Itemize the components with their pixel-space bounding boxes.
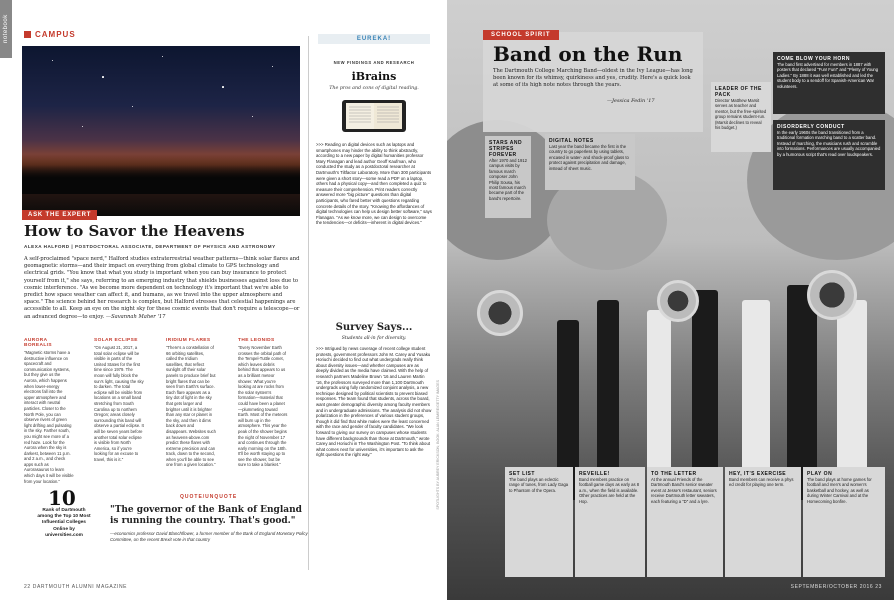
panel-setlist bbox=[505, 467, 573, 577]
panel-title: REVEILLE! bbox=[579, 471, 610, 477]
panel-text: The band first advertised for members in 1887 with posters that declared "Fun! Fun!" and "Plenty of Young Ladies." By 1888 it was well established and led the student body to a sendoff for Spanish-American War volunteers. bbox=[777, 62, 879, 89]
intro-body: A self-proclaimed "space nerd," Halford studies extraterrestrial weather patterns—think solar flares and geomagnetic storms—and their impact on everything from global climate to GPS technology and electrical grids. "You know that what you study is important when you can buy insurance to protect yourself from it," she says, referring to an emerging industry that shields businesses against loss due to cosmic interference. "As we become more dependent on technology it's important that we're able to predict how space weather can affect it, and humans, as we travel into the upper atmosphere and space." The science behind her research is complex, but Halford stresses that celestial happenings are accessible to all. Keep an eye on the night sky for these cosmic events that don't require a telescope—or an advanced degree—to enjoy. bbox=[24, 256, 300, 320]
survey-body: >>> Intrigued by news coverage of recent college student protests, government professors John M. Carey and Yusaku Horiuchi decided to find out what undergrads really think about diversity issues—and whether campuses are as deeply divided as the media have claimed. With the help of research partners Madeline Brown '16 and Lauren Martin '16, the professors surveyed more than 1,100 Dartmouth undergrads using fully randomized conjoint analysis, a new technique designed by political scientists to prevent biased responses. The team found that students, across the board, want greater demographic diversity among faculty members and in undergraduate admissions. The analysis did not show polarization in the preferences of various student groups, though it did find that white males were the least concerned with the race and gender of faculty candidates. "We look forward to giving our survey on campuses whose students have different backgrounds than those at Dartmouth," wrote Carey and Horiuchi in The Washington Post. "To think about what comes next for universities, it's important to ask the right questions the right way." bbox=[316, 346, 432, 458]
rank-text: Rank of Dartmouth among the Top 10 Most Influential Colleges Online by universities.com bbox=[37, 508, 91, 538]
sidebar-divider bbox=[308, 36, 309, 570]
column-iridium bbox=[166, 338, 216, 468]
kicker: NEW FINDINGS AND RESEARCH bbox=[333, 60, 415, 65]
column-text: "Magnetic storms have a destructive influence on spacecraft and communication systems, but they give us the Aurora, which happens when lower-energy electrons fall into the upper atmosphere and interact with neutral particles. Closer to the North Pole, you can observe rivers of green light drifting and pulsating in the sky. Farther south, you might see more of a red haze. Look for the Aurora when the sky is darkest, between 11 p.m. and 2 a.m., and check apps such as Aurorasaurus to learn which days it will be visible from your location." bbox=[24, 350, 74, 484]
photo-credit: SPOTLIGHTS BY AUBREY ERICKSON; BOOK: ALAN LEMIRE/GETTY IMAGES bbox=[436, 380, 440, 510]
panel-text: The band plays at home games for football and men's and women's basketball and hockey, as well as during Winter Carnival and at the Homecoming bonfire. bbox=[807, 477, 872, 504]
panel-disorderly bbox=[773, 120, 885, 190]
section-title: CAMPUS bbox=[35, 30, 76, 39]
headline: How to Savor the Heavens bbox=[24, 222, 245, 240]
red-square-icon bbox=[24, 31, 31, 38]
panel-text: After 1970 and 1912 campus visits by famous march composer John Philip Sousa, his most famous march became part of the band's repertoire. bbox=[489, 158, 527, 201]
panel-stars bbox=[485, 136, 531, 218]
panel-title: TO THE LETTER bbox=[651, 471, 697, 477]
column-title: AURORA BOREALIS bbox=[24, 338, 52, 348]
panel-reveille bbox=[575, 467, 645, 577]
band-author: —Jessica Fedin '17 bbox=[607, 98, 655, 104]
panel-text: Director Matthew Marsit serves as teacher and mentor, but the free-spirited group remains student-run. (Marsit declines to reveal his budget.) bbox=[715, 98, 767, 131]
school-spirit-tag: SCHOOL SPIRIT bbox=[483, 30, 559, 40]
panel-digital bbox=[545, 134, 635, 190]
panel-exercise bbox=[725, 467, 801, 577]
big-number: 10 bbox=[48, 486, 76, 510]
ibrains-body: >>> Reading on digital devices such as laptops and smartphones may hinder the ability to think abstractly, according to a new paper by digital humanities professor Mary Flanagan and lead author Geoff Kaufman, who conducted the study as a postdoctoral researcher at Dartmouth's Tiltfactor Laboratory. More than 300 participants were given a short story—some read a PDF on a laptop, others had a physical copy—and then completed a quiz to measure their comprehension. Print readers correctly answered more "big picture" questions than digital participants, who fared better with questions regarding concrete details of the story. "Knowing the affordances of digital technologies can help us design better software," says Flanagan. "As we know more, we can design to overcome the tendencies—or deficits—inherent in digital devices." bbox=[316, 142, 432, 226]
column-eclipse bbox=[94, 338, 144, 462]
panel-title: LEADER OF THE PACK bbox=[715, 86, 762, 98]
column-leonids bbox=[238, 338, 288, 468]
panel-playon bbox=[803, 467, 885, 577]
panel-title: DISORDERLY CONDUCT bbox=[777, 124, 845, 130]
quote-attribution: —economics professor David Blanchflower, a former member of the Bank of England Monetary Policy Committee, on the recent Brexit vote in that country bbox=[110, 531, 308, 542]
eureka-banner: EUREKA! bbox=[318, 34, 430, 44]
ibrains-title: iBrains bbox=[351, 70, 397, 83]
notebook-tab: notebook bbox=[0, 0, 12, 58]
panel-text: Band members practice on football game days as early as 8 a.m., when the field is available. Other practices are held at the Hop. bbox=[579, 477, 640, 504]
panel-text: The band plays an eclectic range of tunes, from Lady Gaga to Phantom of the Opera. bbox=[509, 477, 569, 493]
panel-title: DIGITAL NOTES bbox=[549, 138, 594, 144]
panel-text: At the annual Friends of the Dartmouth Band's senior sweater event at Jesse's restaurant, seniors receive Dartmouth letter sweaters, each featuring a "D" and a lyre. bbox=[651, 477, 717, 504]
night-sky-photo bbox=[22, 46, 300, 216]
column-title: SOLAR ECLIPSE bbox=[94, 338, 138, 343]
column-text: "Every November Earth crosses the orbital path of the Tempel-Tuttle comet, which leaves debris behind that appears to us as a brilliant meteor shower. What you're looking at are rocks from the solar system's formation—material that could have been a planet—plummeting toward Earth. Most of the meteors will burn up in the atmosphere. This year the peak of the shower begins the night of November 17 and continues through the early morning on the 18th. It'll be worth staying up to see the shower, but be sure to take a blanket." bbox=[238, 345, 288, 468]
intro-text bbox=[24, 256, 300, 321]
panel-leader bbox=[711, 82, 771, 152]
panel-title: PLAY ON bbox=[807, 471, 833, 477]
panel-text: Band members can receive a phys ed credit for playing one term. bbox=[729, 477, 794, 488]
column-aurora bbox=[24, 338, 74, 484]
panel-title: HEY, IT'S EXERCISE bbox=[729, 471, 787, 477]
column-title: IRIDIUM FLARES bbox=[166, 338, 211, 343]
right-page bbox=[447, 0, 894, 600]
byline: ALEXA HALFORD | POSTDOCTORAL ASSOCIATE, DEPARTMENT OF PHYSICS AND ASTRONOMY bbox=[24, 244, 276, 249]
band-title: Band on the Run bbox=[493, 42, 683, 66]
panel-horn bbox=[773, 52, 885, 114]
panel-title: SET LIST bbox=[509, 471, 535, 477]
band-intro: The Dartmouth College Marching Band—oldest in the Ivy League—has long been known for its whimsy, quirkiness and yes, crudity. Here's a quick look at some of its high note notes through the years. bbox=[493, 68, 693, 88]
panel-letter bbox=[647, 467, 723, 577]
panel-text: In the early 1960s the band transitioned from a traditional formation marching band to a scatter band. Instead of marching, the musicians rush and scramble into formations. Performances are usually accompanied by a humorous script that's read over loudspeakers. bbox=[777, 130, 881, 157]
intro-author: —Savannah Maher '17 bbox=[105, 313, 166, 320]
ask-expert-tag: ASK THE EXPERT bbox=[22, 210, 97, 220]
panel-text: Last year the band became the first in the country to go paperless by using tablets, encased in water- and shock-proof glass to protect against precipitation and damage, instead of sheet music. bbox=[549, 144, 629, 171]
panel-title: COME BLOW YOUR HORN bbox=[777, 56, 851, 62]
tablet-book-icon bbox=[340, 96, 408, 136]
page-footer-left: 22 DARTMOUTH ALUMNI MAGAZINE bbox=[24, 584, 128, 590]
page-footer-right: SEPTEMBER/OCTOBER 2016 23 bbox=[790, 584, 882, 590]
panel-title: STARS AND STRIPES FOREVER bbox=[489, 140, 523, 158]
quote: "The governor of the Bank of England is running the country. That's good." bbox=[110, 505, 302, 526]
column-title: THE LEONIDS bbox=[238, 338, 275, 343]
ibrains-deck: The pros and cons of digital reading. bbox=[329, 86, 419, 91]
section-label bbox=[24, 30, 76, 39]
column-text: "On August 21, 2017, a total solar eclipse will be visible in parts of the United States for the first time since 1979. The moon will fully block the sun's light, causing the sky to darken. The total eclipse will be visible from locations on a small band stretching from South Carolina up to northern Oregon; areas closely surrounding this band will observe a partial eclipse. It will be seven years before another total solar eclipse is visible from North America, so if you're looking for an excuse to travel, this is it." bbox=[94, 345, 144, 462]
survey-title: Survey Says... bbox=[335, 322, 413, 333]
column-text: "There's a constellation of 66 orbiting satellites, called the Iridium satellites, that reflect sunlight off their solar panels to produce brief but bright flares that can be seen from Earth's surface. Each flare appears as a tiny dot of light in the sky that gets larger and brighter until it is brighter than any star or planet in the sky, and then it dims back down and disappears. Websites such as heavens-above.com predict these flares with extreme precision and can track, down to the second, when you'll be able to see one from a given location." bbox=[166, 345, 216, 468]
survey-deck: Students all-in for diversity. bbox=[341, 336, 407, 341]
quote-label: QUOTE/UNQUOTE bbox=[180, 494, 238, 500]
